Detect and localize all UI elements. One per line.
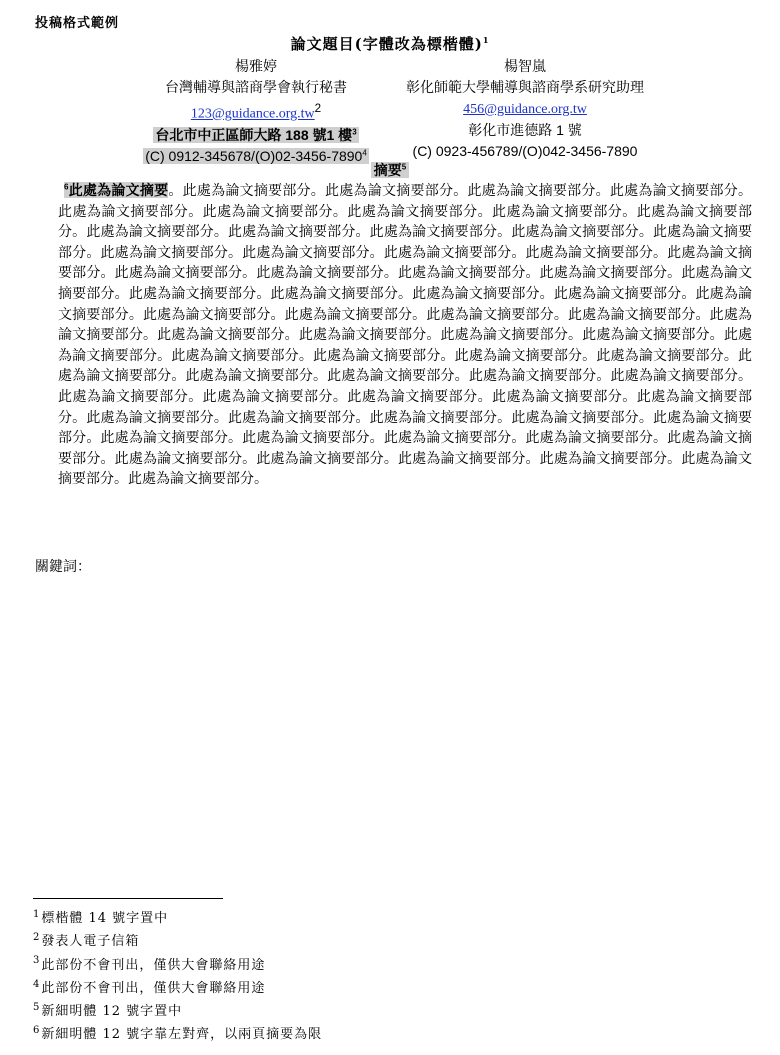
footnote-divider [33,898,223,899]
author-right [378,56,672,162]
template-label: 投稿格式範例 [35,16,120,31]
author-right-address: 彰化市進德路 1 號 [468,122,582,138]
author-left-email[interactable]: 123@guidance.org.tw [190,106,315,122]
address-footnote-ref: 3 [352,127,357,136]
footnote-text: 新細明體 12 號字靠左對齊，以兩頁摘要為限 [41,1027,323,1043]
author-left-address-line [120,125,392,146]
footnote-item [33,1000,322,1023]
author-left [120,56,392,167]
abstract-text: 。此處為論文摘要部分。此處為論文摘要部分。此處為論文摘要部分。此處為論文摘要部分。此處為論文摘要部分。此處為論文摘要部分。此處為論文摘要部分。此處為論文摘要部分。此處為論文摘要部分。此處為論文摘要部分。此處為論文摘要部分。此處為論文摘要部分。此處為論文摘要部分。此處為論文摘要部分。此處為論文摘要部分。此處為論文摘要部分。此處為論文摘要部分。此處為論文摘要部分。此處為論文摘要部分。此處為論文摘要部分。此處為論文摘要部分。此處為論文摘要部分。此處為論文摘要部分。此處為論文摘要部分。此處為論文摘要部分。此處為論文摘要部分。此處為論文摘要部分。此處為論文摘要部分。此處為論文摘要部分。此處為論文摘要部分。此處為論文摘要部分。此處為論文摘要部分。此處為論文摘要部分。此處為論文摘要部分。此處為論文摘要部分。此處為論文摘要部分。此處為論文摘要部分。此處為論文摘要部分。此處為論文摘要部分。此處為論文摘要部分。此處為論文摘要部分。此處為論文摘要部分。此處為論文摘要部分。此處為論文摘要部分。此處為論文摘要部分。此處為論文摘要部分。此處為論文摘要部分。此處為論文摘要部分。此處為論文摘要部分。此處為論文摘要部分。此處為論文摘要部分。此處為論文摘要部分。此處為論文摘要部分。此處為論文摘要部分。此處為論文摘要部分。此處為論文摘要部分。此處為論文摘要部分。此處為論文摘要部分。此處為論文摘要部分。此處為論文摘要部分。此處為論文摘要部分。此處為論文摘要部分。此處為論文摘要部分。此處為論文摘要部分。此處為論文摘要部分。此處為論文摘要部分。此處為論文摘要部分。此處為論文摘要部分。此處為論文摘要部分。 [58,182,753,487]
footnote-item [33,954,322,977]
footnote-item [33,930,322,953]
footnote-text: 此部份不會刊出，僅供大會聯絡用途 [41,980,266,996]
author-right-email-line [378,98,672,120]
author-left-affiliation: 台灣輔導與諮商學會執行秘書 [165,79,347,95]
abstract-heading [0,160,780,180]
author-left-phone-text: (C) 0912-345678/(O)02-3456-7890 [145,147,363,164]
footnote-item [33,977,322,1000]
footnote-number: 4 [33,978,41,990]
footnote-text: 標楷體 14 號字置中 [41,911,169,926]
footnote-number: 6 [33,1025,41,1037]
footnote-text: 新細明體 12 號字置中 [41,1004,183,1020]
footnote-number: 5 [33,1001,41,1013]
paper-title-text: 論文題目(字體改為標楷體) [290,35,483,53]
footnote-number: 2 [33,931,41,943]
keywords-label: 關鍵詞： [35,558,91,574]
abstract-lead [64,182,168,198]
author-left-address-text: 台北市中正區師大路 188 號1 樓 [155,126,353,143]
abstract-lead-text: 此處為論文摘要 [68,182,169,198]
footnote-text: 發表人電子信箱 [41,934,140,950]
paper-title [0,33,780,54]
footnote-number: 1 [33,908,41,920]
abstract-lead-footnote-ref: 6 [64,182,69,192]
author-right-affiliation: 彰化師範大學輔導與諮商學系研究助理 [406,79,644,95]
author-left-email-line [120,98,392,125]
author-left-address [153,127,358,143]
author-right-name: 楊智嵐 [504,58,546,74]
footnote-item [33,1023,322,1046]
abstract-heading-footnote-ref: 5 [401,162,407,172]
author-left-name: 楊雅婷 [235,58,277,74]
abstract-heading-box [371,162,409,178]
footnote-item [33,907,322,930]
abstract-heading-text: 摘要 [373,162,402,178]
footnote-number: 3 [33,955,41,967]
title-footnote-ref: 1 [482,35,490,45]
author-right-phone: (C) 0923-456789/(O)042-3456-7890 [412,143,638,159]
footnotes-list [33,907,322,1047]
phone-footnote-ref: 4 [362,148,367,157]
author-right-email[interactable]: 456@guidance.org.tw [463,102,587,117]
abstract-body [58,180,752,489]
email-footnote-ref: 2 [314,102,322,115]
footnote-text: 此部份不會刊出，僅供大會聯絡用途 [41,957,266,973]
